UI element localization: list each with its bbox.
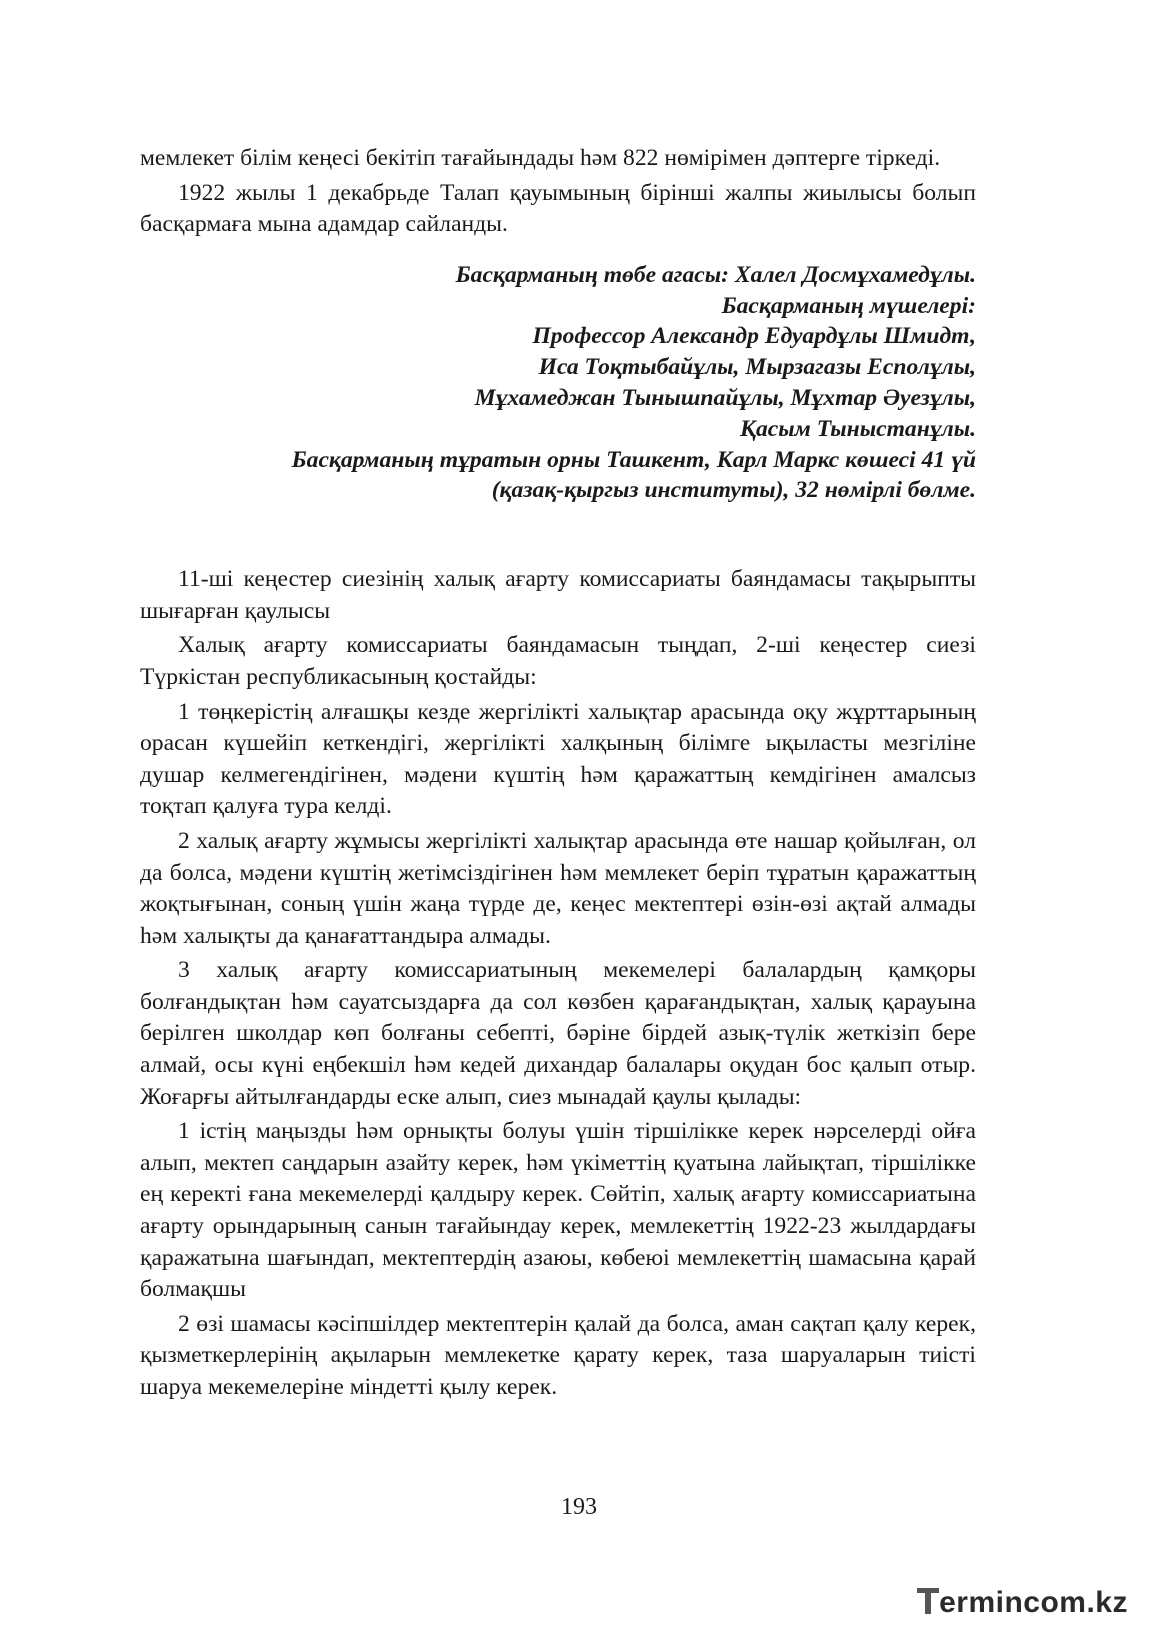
board-line-8: (қазақ-қыргыз институты), 32 нөмірлі бөлме. <box>491 477 976 504</box>
board-line-6: Қасым Тыныстанұлы. <box>740 415 976 442</box>
watermark-text: ermincom.kz <box>939 1586 1128 1619</box>
board-line-7: Басқарманың тұратын орны Ташкент, Карл Маркс көшесі 41 үй <box>291 446 976 473</box>
intro-paragraph-2: 1922 жылы 1 декабрьде Талап қауымының бірінші жалпы жиылысы болып басқармаға мына адамдар сайланды. <box>140 179 976 238</box>
resolution-paragraph-5: 1 істің маңызды һәм орнықты болуы үшін тіршілікке керек нәрселерді ойға алып, мектеп саңдарын азайту керек, һәм үкіметтің қуатына лайықтап, тіршілікке ең керекті ғана мекемелерді қалдыру керек. Сөйтіп, халық ағарту комиссариатына ағарту орындарының санын тағайындау керек, мемлекеттің 1922-23 жылдардағы қаражатына шағындап, мектептердің азаюы, көбеюі мемлекеттің шамасына қарай болмақшы <box>140 1118 976 1303</box>
resolution-paragraph-6: 2 өзі шамасы кәсіпшілдер мектептерін қалай да болса, аман сақтап қалу керек, қызметкерлерінің ақыларын мемлекетке қарату керек, таза шаруаларын тиісті шаруа мекемелеріне міндетті қылу керек. <box>140 1310 976 1400</box>
board-line-1: Басқарманың төбе агасы: Халел Досмұхамедұлы. <box>455 261 976 288</box>
resolution-paragraph-1: Халық ағарту комиссариаты баяндамасын тыңдап, 2-ші кеңестер сиезі Түркістан республикасының қостайды: <box>140 632 976 690</box>
board-line-2: Басқарманың мүшелері: <box>721 292 976 319</box>
t-logo-icon <box>917 1586 939 1616</box>
board-line-3: Профессор Александр Едуардұлы Шмидт, <box>532 323 976 350</box>
intro-paragraph-1: мемлекет білім кеңесі бекітіп тағайындады һәм 822 нөмірімен дәптерге тіркеді. <box>140 145 941 171</box>
resolution-paragraph-3: 2 халық ағарту жұмысы жергілікті халықтар арасында өте нашар қойылған, ол да болса, мәдени күштің жетімсіздігінен һәм мемлекет беріп тұратын қаражаттың жоқтығынан, соның үшін жаңа түрде де, кеңес мектептері өзін-өзі ақтай алмады һәм халықты да қанағаттандыра алмады. <box>140 827 976 949</box>
page-content <box>140 143 976 1404</box>
site-watermark <box>917 1586 1128 1620</box>
resolution-section <box>140 564 976 1403</box>
resolution-paragraph-2: 1 төңкерістің алғашқы кезде жергілікті халықтар арасында оқу жұрттарының орасан күшейіп кеткендігі, жергілікті халқының білімге ықыласты мезгіліне душар келмегендігінен, мәдени күштің һәм қаражаттың кемдігінен амалсыз тоқтап қалуға тура келді. <box>140 698 976 820</box>
resolution-title: 11-ші кеңестер сиезінің халық ағарту комиссариаты баяндамасы тақырыпты шығарған қаулысы <box>140 566 976 624</box>
board-members-block <box>140 260 976 506</box>
board-line-4: Иса Тоқтыбайұлы, Мырзагазы Есполұлы, <box>538 354 976 381</box>
resolution-paragraph-4: 3 халық ағарту комиссариатының мекемелері балалардың қамқоры болғандықтан һәм сауатсыздарға да сол көзбен қарағандықтан, халық қарауына берілген школдар көп болғаны себепті, бәріне бірдей азық-түлік жеткізіп бере алмай, осы күні еңбекшіл һәм кедей дихандар балалары оқудан бос қалып отыр. Жоғарғы айтылғандарды еске алып, сиез мынадай қаулы қылады: <box>140 957 976 1110</box>
board-line-5: Мұхамеджан Тынышпайұлы, Мұхтар Әуезұлы, <box>474 384 976 411</box>
page-number: 193 <box>561 1494 597 1520</box>
